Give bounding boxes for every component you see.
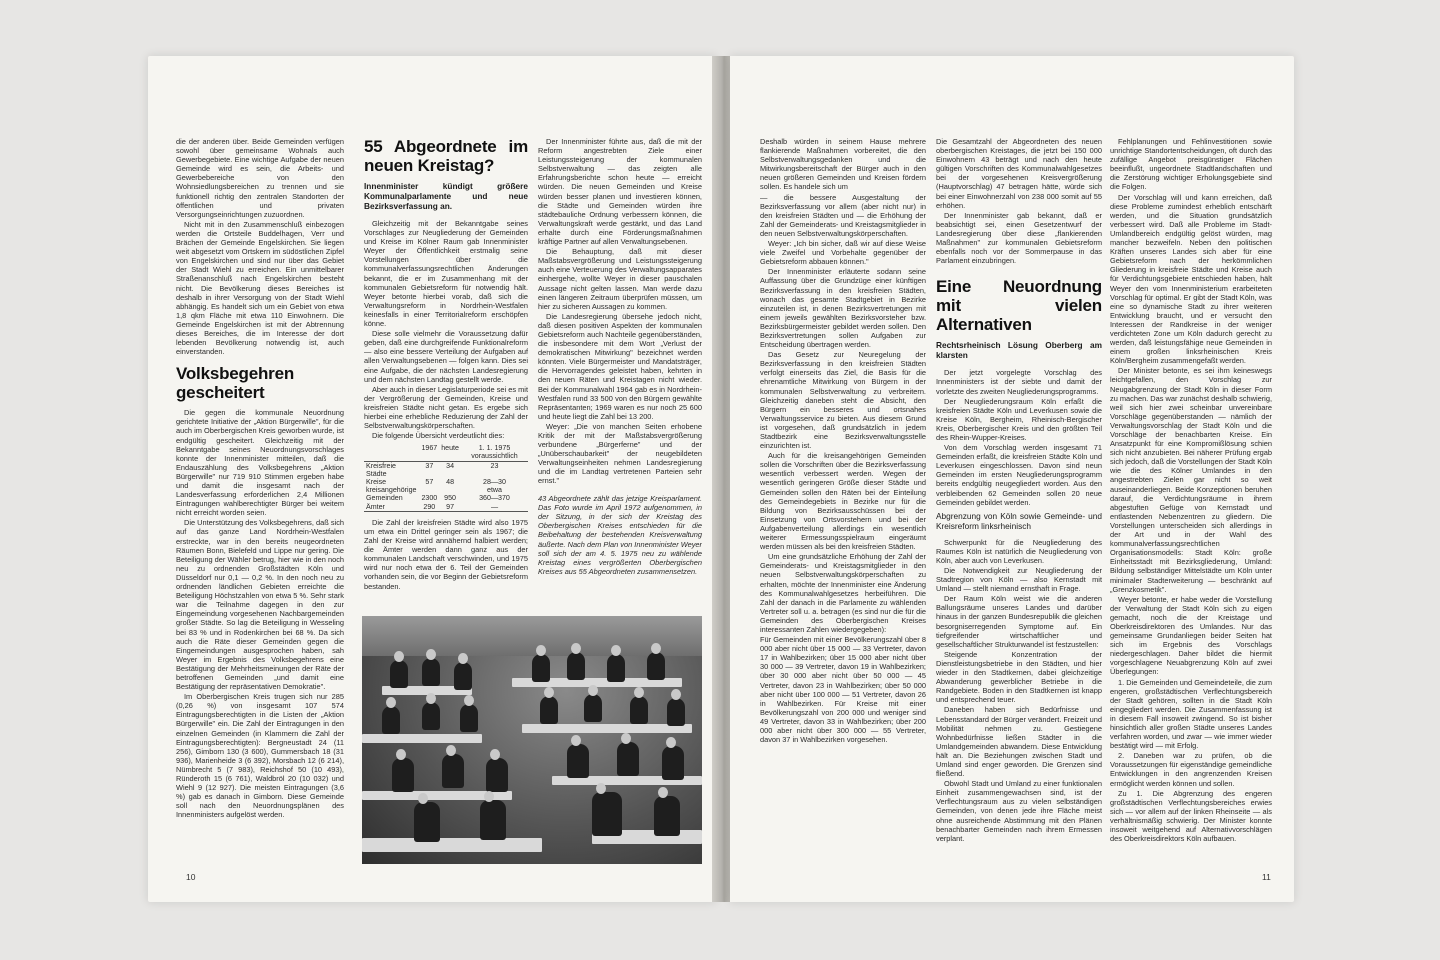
- paragraph: Im Oberbergischen Kreis trugen sich nur 285 (0,26 %) von insgesamt 107 574 Eintragungsberechtigten in die Listen der „Aktion Bürgerwille" ein. Die Zahl der Eintragungen in den einzelnen Gemeinden (in Klammern die Zahl der Eintragungsberechtigten): Bergneustadt 24 (11 256), Gimborn 130 (3 600), Gummersbach 18 (31 936), Marienheide 3 (6 392), Morsbach 12 (6 214), Nümbrecht 5 (7 983), Reichshof 50 (10 493), Ründeroth 15 (6 761), Waldbröl 20 (10 032) und Wiehl 9 (12 927). Die meisten Eintragungen (3,6 %) gab es danach in Gimborn. Diese Gemeinde soll nach den Neuordnungsplänen des Innenministers aufgelöst werden.: [176, 692, 344, 820]
- paragraph: Aber auch in dieser Legislaturperiode sei es mit der Vergrößerung der Gemeinden, Kreise und kreisfreien Städte nicht getan. Es ergebe sich hierbei eine erhebliche Reduzierung der Zahl der Selbstverwaltungskörperschaften.: [364, 384, 528, 431]
- paragraph: Die gegen die kommunale Neuordnung gerichtete Initiative der „Aktion Bürgerwille", für die auch im Oberbergischen Kreis geworben wurde, ist endgültig gescheitert. Gleichzeitig mit der Bekanntgabe seines Neuordnungsvorschlages konnte der Innenminister mitteilen, daß die Endauszählung des Volksbegehrens „Aktion Bürgerwille" nur 719 910 Stimmen ergeben habe und damit die insgesamt nach der Landesverfassung erforderlichen 2,4 Millionen Eintragungen wahlberechtigter Bürger bei weitem nicht erreicht worden seien.: [176, 408, 344, 518]
- right-column-2: [936, 137, 1102, 861]
- paragraph: Um eine grundsätzliche Erhöhung der Zahl der Gemeinderats- und Kreistagsmitglieder in den neuen Selbstverwaltungskörperschaften zu erhalten, möchte der Innenminister eine Änderung des Kommunalwahlgesetzes herbeiführen. Die Zahl der danach in die Parlamente zu wählenden Vertreter soll u. a. betragen (es sind nur die für die Gemeinden des Oberbergischen Kreises interessanten Zahlen wiedergegeben):: [760, 552, 926, 634]
- kreistag-session-photo: [362, 616, 702, 864]
- paragraph: Der Innenminister gab bekannt, daß er beabsichtigt sei, einen Gesetzentwurf der Landesregierung über diese „flankierenden Maßnahmen" zur kommunalen Gebietsreform ebenfalls noch vor der Sommerpause in das Parlament einzubringen.: [936, 210, 1102, 266]
- paragraph: 2. Daneben war zu prüfen, ob die Voraussetzungen für eigenständige gemeindliche Entwicklungen in den angrenzenden Kreisen ermöglicht werden können und sollen.: [1110, 751, 1272, 788]
- table-header-cell: heute: [439, 444, 461, 461]
- table-header-cell: 1. 1. 1975 voraussichtlich: [461, 444, 528, 461]
- right-column-1: [760, 137, 926, 861]
- table-cell: 57: [425, 478, 434, 487]
- left-column-1: [176, 137, 344, 861]
- subheading-abgrenzung: Abgrenzung von Köln sowie Gemeinde- und Kreisreform linksrheinisch: [936, 510, 1102, 532]
- table-cell: —: [461, 503, 528, 512]
- paragraph: Für Gemeinden mit einer Bevölkerungszahl über 8 000 aber nicht über 15 000 — 33 Vertreter, davon 17 in Wahlbezirken; über 15 000 aber nicht über 30 000 — 39 Vertreter, davon 19 in Wahlbezirken; über 30 000 aber nicht über 50 000 — 45 Vertreter, davon 23 in Wahlbezirken; über 50 000 aber nicht über 100 000 — 51 Vertreter, davon 26 in Wahlbezirken. Für Kreise mit einer Bevölkerungszahl von 200 000 und weniger sind 49 Vertreter, davon 33 in Wahlbezirken; über 200 000 aber nicht über 300 000 — 55 Vertreter, davon 37 in Wahlbezirken vorgesehen.: [760, 635, 926, 745]
- paragraph: Diese solle vielmehr die Voraussetzung dafür geben, daß eine durchgreifende Funktionalreform — also eine bessere Verteilung der Aufgaben auf allen Verwaltungsebenen — folgen kann. Dies sei eine Aufgabe, die der nächsten Landesregierung und dem nächsten Landtag gestellt werde.: [364, 329, 528, 384]
- page-number-right: 11: [1262, 872, 1271, 882]
- table-cell: Kreise: [366, 478, 387, 487]
- paragraph: Deshalb würden in seinem Hause mehrere flankierende Maßnahmen vorbereitet, die den Selbstverwaltungsgedanken und die Mitwirkungsbereitschaft der Bürger auch in den neuen größeren Gemeinden und Kreisen fördern sollen. Es handele sich um: [760, 137, 926, 192]
- paragraph: Weyer betonte, er habe weder die Vorstellung der Verwaltung der Stadt Köln sich zu eigen gemacht, noch die der Kreistage und Oberkreisdirektoren des Umlandes. Nur das gemeinsame Grundanliegen beider Seiten hat sich im Ergebnis des Vorschlags niedergeschlagen. Daher bildet die hiermit vorgeschlagene Neuabgrenzung Köln auf zwei Überlegungen:: [1110, 594, 1272, 677]
- table-row: [364, 486, 528, 494]
- heading-volksbegehren: Volksbegehren gescheitert: [176, 364, 295, 403]
- table-cell: [439, 486, 461, 494]
- paragraph: Von dem Vorschlag werden insgesamt 71 Gemeinden erfaßt, die kreisfreien Städte Köln und Leverkusen eingeschlossen. Davon sind neun Gemeinden im ersten Neugliederungsprogramm bereits endgültig neugegliedert worden. Aus den verbleibenden 62 Gemeinden sollen 20 neue Gemeinden gebildet werden.: [936, 443, 1102, 507]
- table-header-cell: 1967: [419, 444, 439, 461]
- table-cell: [419, 486, 439, 494]
- paragraph: Steigende Konzentration der Dienstleistungsbetriebe in den Städten, und hier wieder in den Stadtkernen, dabei gleichzeitige Abwanderung gewerblicher Betriebe in die Randgebiete. Boden in den Stadtkernen ist knapp und entsprechend teuer.: [936, 649, 1102, 705]
- paragraph: Der Neugliederungsraum Köln erfaßt die kreisfreien Städte Köln und Leverkusen sowie die Kreise Köln, Bergheim, Rheinisch-Bergischer Kreis, Oberbergischer Kreis und den größten Teil des Rhein-Wupper-Kreises.: [936, 396, 1102, 442]
- subheading-neuordnung: Rechtsrheinisch Lösung Oberberg am klarsten: [936, 340, 1102, 361]
- photo-caption: 43 Abgeordnete zählt das jetzige Kreisparlament. Das Foto wurde im April 1972 aufgenommen, in der Sitzung, in der sich der Kreistag des Oberbergischen Kreises entschieden für die Beibehaltung der bestehenden Kreisverwaltung äußerte. Nach dem Plan von Innenminister Weyer soll sich der am 4. 5. 1975 neu zu wählende Kreistag eines vergrößerten Oberbergischen Kreises aus 55 Abgeordneten zusammensetzen.: [538, 493, 702, 577]
- subheading-abgeordnete: Innenminister kündigt größere Kommunalparlamente und neue Bezirksverfassung an.: [364, 181, 528, 211]
- paragraph: 1. Die Gemeinden und Gemeindeteile, die zum engeren, großstädtischen Verflechtungsbereich der Stadt gehören, sollten in die Stadt Köln eingegliedert werden. Die Zusammenfassung ist in diesem Fall insoweit zwingend. So ist bisher hinsichtlich aller großen Städte unseres Landes verfahren worden, und zwar — wie immer wieder bestätigt wird — mit Erfolg.: [1110, 677, 1272, 751]
- paragraph: Obwohl Stadt und Umland zu einer funktionalen Einheit zusammengewachsen sind, ist der Verflechtungsraum aus zu vielen selbständigen Gemeinden, von denen jede ihre Fläche meist ohne ausreichende Abstimmung mit den Plänen benachbarter Gemeinden nach ihrem Ermessen verplant.: [936, 779, 1102, 843]
- page-number-left: 10: [186, 872, 196, 882]
- paragraph: Die Notwendigkeit zur Neugliederung der Stadtregion von Köln — also Kernstadt mit Umland — stellt niemand ernsthaft in Frage.: [936, 566, 1102, 594]
- table-cell: Kreisfreie Städte: [366, 461, 396, 478]
- paragraph: die der anderen über. Beide Gemeinden verfügen sowohl über gemeinsame Wohnals auch Gewerbegebiete. Eine wichtige Aufgabe der neuen Gemeinde wird es sein, die Arbeits- und Gewerbebereiche von den Wohnsiedlungsbereichen zu trennen und sie funktionell richtig den zentralen Standorten der öffentlichen und privaten Versorgungseinrichtungen zuzuordnen.: [176, 137, 344, 219]
- paragraph: — die bessere Ausgestaltung der Bezirksverfassung vor allem (aber nicht nur) in den kreisfreien Städten und — die Erhöhung der Zahl der Gemeinderats- und Kreistagsmitglieder in den neuen Selbstverwaltungskörperschaften.: [760, 192, 926, 238]
- paragraph: Der Minister betonte, es sei ihm keineswegs leichtgefallen, den Vorschlag zur Neugabgrenzung der Stadt Köln in dieser Form zu machen. Das war zunächst deshalb schwierig, weil sich hier zwei scheinbar unvereinbare Vorschläge gegenüberstanden — nämlich der Verwaltungsvorschlag der Stadt Köln und die Vorschläge der benachbarten Kreise. Ein Ansatzpunkt für eine Kompromißlösung schien sich nicht anzubieten. Bei näherer Prüfung ergab sich jedoch, daß die Vorstellungen der Stadt Köln wie die des Kölner Umlandes in den angestrebten Zielen gar nicht so weit auseinanderliegen. Beide Konzeptionen beruhen darauf, die Verdichtungsräume in ihrem abgestuften Gefüge von Kernstadt und entlastenden Nebenzentren zu gliedern. Die Vorstellungen unterscheiden sich allerdings in der Art und in der Wahl des kommunalverfassungsrechtlichen Organisationsmodells: Stadt Köln: große Einheitsstadt mit Bezirksgliederung, Umland: Bildung selbständiger Mittelstädte um Köln unter minimaler Stadterweiterung — beschränkt auf „Grenzkosmetik".: [1110, 366, 1272, 594]
- paragraph: Der Innenminister erläuterte sodann seine Auffassung über die Grundzüge einer künftigen Bezirksverfassung in den kreisfreien Städten, wonach das gesamte Stadtgebiet in Bezirke einzuteilen ist, in denen Bezirksvertretungen mit einem jeweils gewählten Bezirksvorsteher bzw. Bezirksbürgermeister gebildet werden sollen. Den Bezirksvertretungen sollen Aufgaben zur Entscheidung übertragen werden.: [760, 267, 926, 350]
- table-row: [364, 494, 528, 502]
- table-row: [364, 478, 528, 486]
- paragraph: Die Landesregierung übersehe jedoch nicht, daß diesen positiven Aspekten der kommunalen Gebietsreform auch Nachteile gegenüberständen, die insbesondere mit dem Wort „Verlust der demokratischen Mitwirkung" bezeichnet werden könnten. Viele Bürgermeister und Mandatsträger, die Hervorragendes geleistet haben, kehrten in den neuen Räten und Kreistagen nicht wieder. Bei der Kommunalwahl 1964 gab es in Nordrhein-Westfalen rund 33 500 von den Bürgern gewählte Repräsentanten; 1969 waren es nur noch 25 600 und heute liegt die Zahl bei 13 200.: [538, 311, 702, 421]
- paragraph: Weyer: „Ich bin sicher, daß wir auf diese Weise viele Zweifel und Vorbehalte gegenüber der Gebietsreform abbauen können.": [760, 239, 926, 267]
- paragraph: Weyer: „Die von manchen Seiten erhobene Kritik der mit der Maßstabsvergrößerung verbundene „Bürgerferne" und der „Unüberschaubarkeit" der neugebildeten Verwaltungseinheiten nehmen Landesregierung und die im Landtag vertretenen Parteien sehr ernst.": [538, 421, 702, 486]
- table-cell: 34: [446, 461, 455, 470]
- paragraph: Der Raum Köln weist wie die anderen Ballungsräume unseres Landes und darüber hinaus in der ganzen Bundesrepublik die gleichen besorgniserregenden Symptome auf. Ein tiefgreifender wirtschaftlicher und gesellschaftlicher Strukturwandel ist festzustellen:: [936, 594, 1102, 649]
- table-row: [364, 461, 528, 478]
- table-cell: Gemeinden: [366, 494, 403, 503]
- paragraph: Auch für die kreisangehörigen Gemeinden sollen die Vorschriften über die Bezirksverfassung wesentlich verbessert werden. Wegen der wesentlich geringeren Größe dieser Städte und Gemeinden sollen den Räten bei der Einteilung des Gemeindegebiets in Bezirke nur für die Bildung von Bezirksausschüssen bei der Einsetzung von Ortsvorstehern und bei der Aufgabenverteilung allerdings ein wesentlich weiterer Ermessungsspielraum eingeräumt werden müssen als bei den kreisfreien Städten.: [760, 451, 926, 552]
- right-column-3: [1110, 137, 1272, 861]
- table-cell: 48: [446, 478, 455, 487]
- paragraph: Die Zahl der kreisfreien Städte wird also 1975 um etwa ein Drittel geringer sein als 1967; die Zahl der Kreise wird annähernd halbiert werden; die Ämter werden dann ganz aus der kommunalen Landschaft verschwinden, und 1975 wird nur noch etwa der 6. Teil der Gemeinden vorhanden sein, die vor Beginn der Gebietsreform bestanden.: [364, 517, 528, 591]
- paragraph: Schwerpunkt für die Neugliederung des Raumes Köln ist natürlich die Neugliederung von Köln, aber auch von Leverkusen.: [936, 537, 1102, 565]
- paragraph: Der Innenminister führte aus, daß die mit der Reform angestrebten Ziele einer Leistungssteigerung der kommunalen Selbstverwaltung — das zeigten alle Erfahrungsberichte schon heute — erreicht würden. Die neuen Gemeinden und Kreise würden besser planen und investieren können, die Städte und Gemeinden würden ihre städtebauliche Ordnung verbessern können, die Verwaltungskraft werde gestärkt, und das Land erhalte durch eine Förderungsmaßnahmen kräftige Partner auf allen Verwaltungsebenen.: [538, 137, 702, 247]
- paragraph: Das Gesetz zur Neuregelung der Bezirksverfassung in den kreisfreien Städten verfolgt einerseits das Ziel, die Basis für die ehrenamtliche Mitwirkung von Bürgern in der kommunalen Selbstverwaltung zu verbreitern. Gleichzeitig daneben steht die Absicht, den Bürgern ein besseres und ortsnahes Verwaltungsservice zu bieten. Aus diesem Grund ist vorgesehen, daß grundsätzlich in jedem Stadtbezirk eine Bezirksverwaltungsstelle einzurichten ist.: [760, 350, 926, 451]
- table-cell: etwa: [487, 486, 502, 495]
- table-cell: 2300: [421, 494, 438, 503]
- paragraph: Die folgende Übersicht verdeutlicht dies:: [372, 431, 505, 441]
- table-cell: 360—370: [479, 494, 510, 503]
- paragraph: Die Unterstützung des Volksbegehrens, daß sich auf das ganze Land Nordrhein-Westfalen erstreckte, war in den bereits neugeordneten Räumen Bonn, Bielefeld und Lippe nur gering. Die Beteiligung der Wähler betrug, hier wie in den noch neu zu ordnenden Großstädten Köln und Düsseldorf nur 0,1 — 0,2 %. In den noch neu zu ordnenden ländlichen Gebieten erreichte die Beteiligung Höchstzahlen von etwa 5 %. Sehr stark war die Teilnahme dagegen in den zur Eingemeindung vorgesehenen Nachbargemeinden großer Städte. So lag die Beteiligung in Wesseling bei 83 % und in Rodenkirchen bei 68 %. Da sich auch die Räte dieser Gemeinden gegen die Eingemeindungen ausgesprochen haben, sah Weyer im Ergebnis des Volksbegehrens eine Bestätigung der Mehrheitsmeinungen der Räte der betroffenen Gemeinden „und damit eine Bestätigung der repräsentativen Demokratie".: [176, 518, 344, 692]
- statistics-table: [364, 444, 528, 512]
- paragraph: Die Gesamtzahl der Abgeordneten des neuen oberbergischen Kreistages, die jetzt bei 150 000 Einwohnern 43 beträgt und nach den heute gültigen Vorschriften des Kommunalwahlgesetzes bei der vorgesehenen Kreisvergrößerung (Hauptvorschlag) 47 betragen hätte, würde sich bei einer Einwohnerzahl von 238 000 somit auf 55 erhöhen.: [936, 137, 1102, 210]
- left-column-3: [538, 137, 702, 607]
- paragraph: Der Vorschlag will und kann erreichen, daß diese Probleme zumindest erheblich entschärft werden, und die Situation grundsätzlich verbessert wird. Daß alle Probleme im Stadt-Umlandbereich endgültig gelöst würden, mag mancher bezweifeln. Neben den politischen Kräften unseres Landes sich aber für eine Gebietsreform nach der herkömmlichen Gliederung in kreisfreie Städte und Kreise auch für Verdichtungsgebiete entschieden haben, hält Weyer den vom Innenministerium erarbeiteten Vorschlag für optimal. Er gibt der Stadt Köln, was eine so dynamische Stadt zu ihrer weiteren Entwicklung braucht, und er versucht den Interessen der Randkreise in der weniger verdichteten Zone um Köln dadurch gerecht zu werden, daß leistungsfähige neue Gemeinden in einem großen linksrheinischen Kreis Köln/Bergheim zusammengefaßt werden.: [1110, 192, 1272, 366]
- table-header-row: [364, 444, 528, 461]
- table-cell: kreisangehörige: [366, 486, 417, 495]
- table-cell: 23: [490, 461, 499, 470]
- paragraph: Daneben haben sich Bedürfnisse und Lebensstandard der Bürger verändert. Freizeit und Mobilität nehmen zu. Gestiegene Wohnbedürfnisse ließen Städter in die Umlandgemeinden abwandern. Diese Entwicklung hält an. Die Beziehungen zwischen Stadt und Umland sind enger geworden. Die Grenzen sind fließend.: [936, 705, 1102, 779]
- paragraph: Der jetzt vorgelegte Vorschlag des Innenministers ist der siebte und damit der vorletzte des zweiten Neugliederungsprogramms.: [936, 368, 1102, 396]
- paragraph: Die Behauptung, daß mit dieser Maßstabsvergrößerung und Leistungssteigerung auch eine Verteuerung des Verwaltungsapparates einhergehe, wollte Weyer in dieser pauschalen Aussage nicht gelten lassen. Man werde dazu einen längeren Zeitraum überprüfen müssen, um hier zu sicheren Aussagen zu kommen.: [538, 247, 702, 311]
- table-cell: 37: [425, 461, 434, 470]
- paragraph: Gleichzeitig mit der Bekanntgabe seines Vorschlages zur Neugliederung der Gemeinden und Kreise im Kölner Raum gab Innenminister Weyer der Öffentlichkeit erstmalig seine Vorstellungen über die kommunalverfassungsrechtlichen Änderungen bekannt, die er im Zusammenhang mit der kommunalen Gebietsreform für notwendig hält. Weyer betonte hierbei vorab, daß sich die Verwaltungsreform in Nordrhein-Westfalen keinesfalls in einer Territorialreform erschöpfen könne.: [364, 219, 528, 329]
- table-cell: 97: [439, 503, 461, 512]
- table-cell: 290: [419, 503, 439, 512]
- table-row: [364, 503, 528, 512]
- table-cell: 28—30: [483, 478, 506, 487]
- heading-abgeordnete: 55 Abgeordnete im neuen Kreistag?: [364, 137, 528, 175]
- table-cell: 950: [444, 494, 457, 503]
- left-column-2: [364, 135, 528, 603]
- paragraph: Zu 1. Die Abgrenzung des engeren großstädtischen Verflechtungsbereiches erwies sich — vor allem auf der linken Rheinseite — als verhältnismäßig schwierig. Der Minister konnte insoweit weitgehend auf Alternativvorschlägen des Oberkreisdirektors Köln aufbauen.: [1110, 788, 1272, 844]
- paragraph: Nicht mit in den Zusammenschluß einbezogen werden die Ortsteile Buddelhagen, Verr und Brächen der Gemeinde Engelskirchen. Sie liegen weit abgesetzt vom Ortskern im südöstlichen Zipfel von Engelskirchen und sind nur über das Gebiet der Stadt Wiehl zu erreichen. Ein unmittelbarer Straßenanschluß nach Engelskirchen besteht nicht. Die Bevölkerung dieses Bereiches ist deshalb in ihrer Versorgung von der Stadt Wiehl abhängig. Es handelt sich um ein Gebiet von etwa 1,8 qkm Fläche mit etwa 110 Einwohnern. Die Gemeinde Engelskirchen ist mit der Abtrennung dieses Bereiches, die im Interesse der dort lebenden Bevölkerung notwendig ist, auch einverstanden.: [176, 219, 344, 357]
- heading-neuordnung: Eine Neuordnung mit vielen Alternativen: [936, 277, 1102, 335]
- paragraph: Fehlplanungen und Fehlinvestitionen sowie unrichtige Standortentscheidungen, oft durch das zufällige Angebot preisgünstiger Flächen beeinflußt, ungeordnete Stadtlandschaften und die Zerstörung wichtiger Erholungsgebiete sind die Folgen.: [1110, 137, 1272, 192]
- table-header-cell: [364, 444, 419, 461]
- table-cell: Ämter: [364, 503, 419, 512]
